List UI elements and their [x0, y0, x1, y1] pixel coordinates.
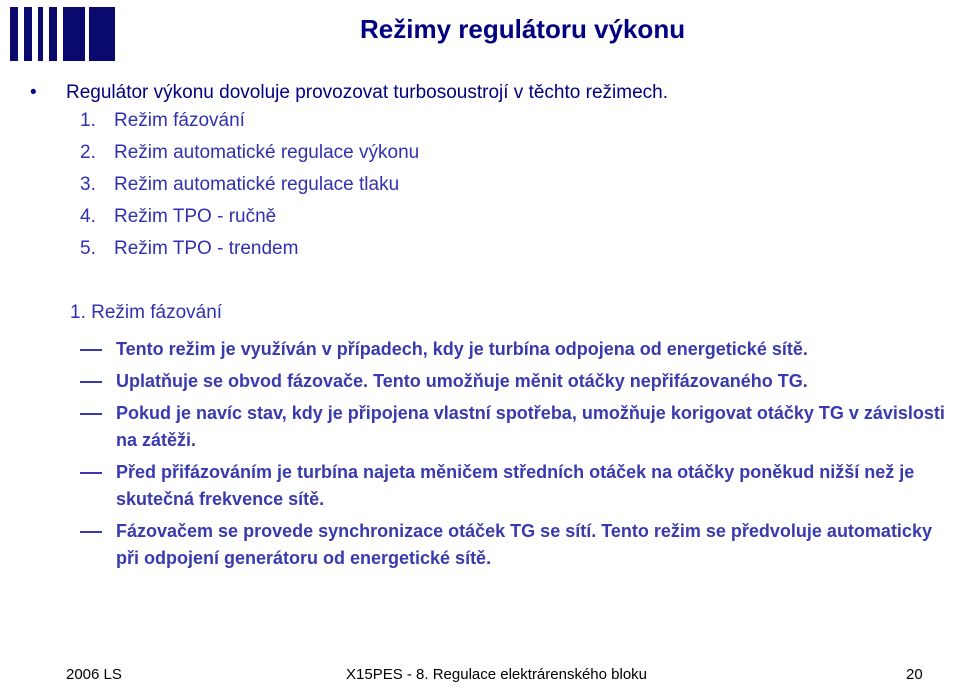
- item-label: Režim automatické regulace tlaku: [114, 174, 400, 195]
- logo-bar: [38, 7, 43, 61]
- logo-bar: [24, 7, 32, 61]
- list-item: Uplatňuje se obvod fázovače. Tento umožňuje měnit otáčky nepřifázovaného TG.: [80, 368, 950, 395]
- mode-list: [80, 110, 419, 270]
- footer-course: X15PES - 8. Regulace elektrárenského bloku: [346, 666, 648, 683]
- item-label: Režim fázování: [114, 110, 245, 131]
- list-item: Před přifázováním je turbína najeta měničem středních otáček na otáčky poněkud nižší než je skutečná frekvence sítě.: [80, 459, 950, 513]
- intro-bullet: [30, 82, 668, 104]
- page-number: 20: [906, 666, 923, 683]
- footer: [0, 660, 960, 689]
- bullet-icon: •: [30, 82, 37, 103]
- item-number: 1.: [80, 110, 96, 131]
- detail-list: [80, 336, 950, 577]
- item-label: Režim TPO - ručně: [114, 206, 277, 227]
- institution-logo-icon: [10, 7, 128, 61]
- list-item: [80, 142, 419, 174]
- logo-block: [63, 7, 115, 61]
- list-item: [80, 238, 419, 270]
- footer-year: 2006 LS: [66, 666, 122, 683]
- list-item: Tento režim je využíván v případech, kdy je turbína odpojena od energetické sítě.: [80, 336, 950, 363]
- list-item: [80, 206, 419, 238]
- slide-title: Režimy regulátoru výkonu: [360, 14, 686, 44]
- intro-text: Regulátor výkonu dovoluje provozovat turbosoustrojí v těchto režimech.: [66, 82, 668, 103]
- item-label: Režim TPO - trendem: [114, 238, 299, 259]
- list-item: [80, 110, 419, 142]
- item-label: Režim automatické regulace výkonu: [114, 142, 420, 163]
- item-number: 2.: [80, 142, 96, 163]
- list-item: [80, 174, 419, 206]
- list-item: Pokud je navíc stav, kdy je připojena vlastní spotřeba, umožňuje korigovat otáčky TG v závislosti na zátěži.: [80, 400, 950, 454]
- logo-bar: [49, 7, 57, 61]
- section-heading: 1. Režim fázování: [70, 302, 223, 323]
- item-number: 4.: [80, 206, 96, 227]
- item-number: 3.: [80, 174, 96, 195]
- item-number: 5.: [80, 238, 96, 259]
- list-item: Fázovačem se provede synchronizace otáček TG se sítí. Tento režim se předvoluje automaticky při odpojení generátoru od energetické sítě.: [80, 518, 950, 572]
- logo-bar: [10, 7, 18, 61]
